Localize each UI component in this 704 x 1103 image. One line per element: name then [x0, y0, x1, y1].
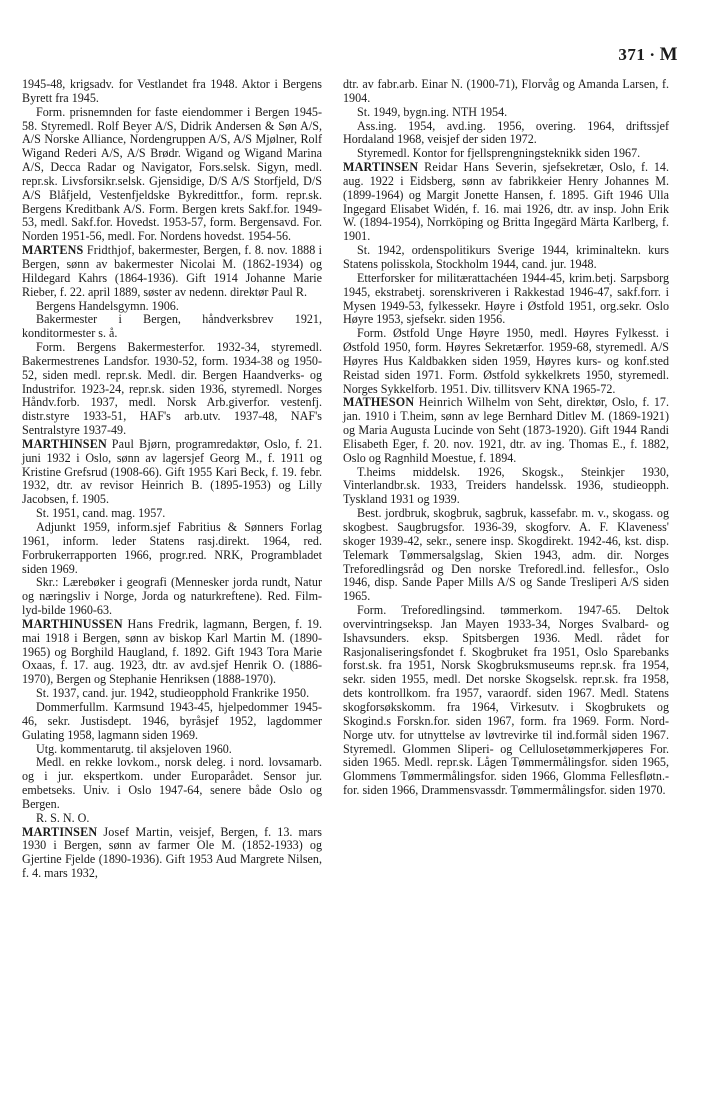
biography-paragraph	[343, 120, 669, 148]
paragraph-text: T.heims middelsk. 1926, Skogsk., Steinkjer 1930, Vinterlandbr.sk. 1933, Treiders handelssk. 1936, studieopph. Tyskland 1931 og 1939.	[343, 464, 669, 507]
paragraph-text: Styremedl. Kontor for fjellsprengningsteknikk siden 1967.	[357, 146, 641, 161]
paragraph-text: R. S. N. O.	[36, 810, 90, 825]
page-header	[618, 44, 678, 66]
entry-given-names: Josef Martin,	[103, 824, 173, 839]
paragraph-text: St. 1942, ordenspolitikurs Sverige 1944, kriminaltekn. kurs Statens polisskola, Stockholm 1944, cand. jur. 1948.	[343, 243, 669, 271]
paragraph-text: dtr. av fabr.arb. Einar N. (1900-71), Florvåg og Amanda Larsen, f. 1904.	[343, 77, 669, 105]
paragraph-text: 1945-48, krigsadv. for Vestlandet fra 1948. Aktor i Bergens Byrett fra 1945.	[22, 77, 322, 105]
entry-given-names: Fridthjof,	[86, 243, 135, 258]
left-column	[22, 78, 322, 881]
paragraph-text: Skr.: Lærebøker i geografi (Mennesker jorda rundt, Natur og næringsliv i Norge, Jorda og naturkreftene). Red. Film-lyd-bilde 1960-63.	[22, 575, 322, 618]
paragraph-text: Dommerfullm. Karmsund 1943-45, hjelpedommer 1945-46, sekr. Justisdept. 1946, byråsjef 1952, lagdommer Gulating 1958, lagmann siden 1969.	[22, 699, 322, 742]
paragraph-text: Best. jordbruk, skogbruk, sagbruk, kassefabr. m. v., skogass. og skogbest. Saugbrugsfor. 1936-39, skogforv. A. F. Klaveness' skoger 1939-42, sekr., senere insp. Skogdirekt. 1942-46, kst. disp. Telemark Tømmersalgslag, Skien 1943, adm. dir. Norges Treforedlingsråd og Den norske Treforedl.ind. fellesfor., Oslo 1946, disp. Sande Paper Mills A/S og Sande Tresliperi A/S siden 1965.	[343, 506, 669, 604]
biography-paragraph	[22, 576, 322, 618]
header-separator: ·	[649, 45, 656, 64]
biography-paragraph	[22, 78, 322, 106]
paragraph-text: sjefsekretær, Oslo, f. 14. aug. 1922 i Eidsberg, sønn av fabrikkeier Henry Johannes M. (1899-1964) og Margit Jonette Hansen, f. 1895. Gift 1946 Ulla Ingegard Elisabet Widén, f. 16. mai 1926, dtr. av insp. John Erik W. (1894-1954), Norrköping og Britta Ingegärd Märta Karlberg, f. 1901.	[343, 160, 669, 244]
biography-paragraph	[22, 756, 322, 811]
entry-surname: MARTINSEN	[343, 160, 419, 175]
paragraph-text: Bakermester i Bergen, håndverksbrev 1921, konditormester s. å.	[22, 312, 322, 341]
paragraph-text: Utg. kommentarutg. til aksjeloven 1960.	[36, 741, 232, 756]
biography-paragraph	[22, 300, 322, 314]
biography-paragraph	[22, 341, 322, 438]
biography-paragraph	[22, 521, 322, 576]
biography-entry	[343, 161, 669, 244]
paragraph-text: Form. Treforedlingsind. tømmerkom. 1947-65. Deltok overvintringseksp. Jan Mayen 1933-34, Norges Svalbard- og Ishavsunders. eksp. Spitsbergen 1936. Medl. rådet for Rasjonaliseringsfondet f. Skogbruket fra 1951, Oslo Sparebanks forst.sk. fra 1951, Norsk Skogbruksmuseums repr.sk. fra 1954, sekr. siden 1955, medl. Det norske Skogselsk. repr.sk. fra 1958, dets kontrollkom. fra 1957, varaordf. siden 1967. Medl. Statens skogforsøkskomm. fra 1964, Virkesutv. i Skogbrukets og Skogind.s Forskn.for. siden 1967, form. fra 1969. Form. Nord-Norge utv. for utnyttelse av løvtrevirke til ind.formål siden 1967. Styremedl. Glommen Sliperi- og Cellulosetømmerkjøperes For. siden 1965. Medl. repr.sk. Lågen Tømmermålingsfor. siden 1965, Glommens Tømmermålingsfor. siden 1966, Glomma Fellesfløtn.-for. siden 1966, Drammensvassdr. Tømmermålingsfor. siden 1970.	[343, 603, 669, 798]
entry-surname: MATHESON	[343, 395, 415, 410]
paragraph-text: Bergens Handelsgymn. 1906.	[36, 298, 179, 313]
section-letter: M	[659, 44, 678, 65]
paragraph-text: veisjef, Bergen, f. 13. mars 1930 i Bergen, sønn av farmer Ole M. (1852-1933) og Gjertine Fjelde (1890-1936). Gift 1953 Aud Margrete Nilsen, f. 4. mars 1932,	[22, 824, 322, 881]
paragraph-text: Form. Østfold Unge Høyre 1950, medl. Høyres Fylkesst. i Østfold 1950, form. Høyres Sekretærfor. 1959-68, styremedl. A/S Høyres Hus Kaldbakken siden 1959, Høyres kurs- og konf.sted Reistad siden 1971. Form. Østfold sykkelkrets 1950, styremedl. Norges Sykkelforb. 1951. Div. tillitsverv KNA 1965-72.	[343, 326, 669, 396]
paragraph-text: St. 1951, cand. mag. 1957.	[36, 506, 166, 521]
entry-given-names: Reidar Hans Severin,	[424, 160, 537, 175]
biography-paragraph	[343, 466, 669, 508]
biography-paragraph	[22, 743, 322, 757]
biography-paragraph	[22, 687, 322, 701]
entry-surname: MARTHINUSSEN	[22, 616, 123, 631]
paragraph-text: von Seht, direktør, Oslo, f. 17. jan. 1910 i T.heim, sønn av lege Bernhard Ditlev M. (1869-1921) og Maria Augusta Lucinde von Seht (1873-1920). Gift 1944 Randi Elisabeth Eger, f. 20. nov. 1921, dtr. av ing. Thomas E., f. 1882, Oslo og Ragnhild Moestue, f. 1894.	[343, 395, 669, 465]
entry-surname: MARTINSEN	[22, 824, 98, 839]
paragraph-text: Form. prisnemnden for faste eiendommer i Bergen 1945-58. Styremedl. Rolf Beyer A/S, Didrik Andersen & Søn A/S, A/S Norske Alliance, Nordengruppen A/S, A/S Mjølner, Rolf Wigand Rederi A/S, A/S Brødr. Wigand og Wigand Marina A/S, Decca Radar og Navigator, Fors.selsk. Sigyn, medl. repr.sk. Livsforsikr.selsk. Gjensidige, D/S A/S Storfjeld, D/S A/S Blåfjeld, Vestenfjeldske Bykredittfor., form. repr.sk. Bergens Kreditbank A/S. Form. Bergen krets Sakf.for. 1949-53, medl. Sakf.for. Hovedst. 1953-57, form. Bergensavd. For. Norden 1951-56, medl. For. Nordens hovedst. 1954-56.	[22, 104, 322, 244]
paragraph-text: St. 1949, bygn.ing. NTH 1954.	[357, 104, 508, 119]
paragraph-text: programredaktør, Oslo, f. 21. juni 1932 i Oslo, sønn av lagersjef Georg M., f. 1911 og Kristine Grefsrud (1908-66). Gift 1955 Kari Beck, f. 19. febr. 1932, dtr. av revisor Heinrich B. (1895-1953) og Lilly Jacobsen, f. 1905.	[22, 436, 322, 507]
biography-paragraph	[22, 507, 322, 521]
paragraph-text: St. 1937, cand. jur. 1942, studieopphold Frankrike 1950.	[36, 686, 310, 701]
paragraph-text: Medl. en rekke lovkom., norsk deleg. i nord. lovsamarb. og i jur. ekspertkom. under Europarådet. Sensor jur. embetseks. Univ. i Oslo 1947-64, senere både Oslo og Bergen.	[22, 755, 322, 811]
biography-paragraph	[343, 78, 669, 106]
entry-surname: MARTENS	[22, 243, 84, 258]
paragraph-text: Ass.ing. 1954, avd.ing. 1956, overing. 1964, driftssjef Hordaland 1968, veisjef der siden 1972.	[343, 118, 669, 147]
biography-paragraph	[343, 272, 669, 327]
biography-paragraph	[22, 701, 322, 743]
biography-paragraph	[343, 244, 669, 272]
biography-entry	[22, 244, 322, 299]
biography-paragraph	[343, 106, 669, 120]
biography-entry	[343, 396, 669, 465]
page-number: 371	[618, 45, 646, 64]
biography-entry	[22, 618, 322, 687]
biography-paragraph	[343, 147, 669, 161]
paragraph-text: Etterforsker for militærattachéen 1944-45, krim.betj. Sarpsborg 1945, ekstrabetj. sorenskriveren i Rakkestad 1946-47, sakf.forr. i Mysen 1949-53, fylkessekr. Høyre i Østfold 1951, org.sekr. Oslo Høyre 1953, sjefsekr. siden 1956.	[343, 270, 669, 327]
right-column	[343, 78, 669, 798]
paragraph-text: Form. Bergens Bakermesterfor. 1932-34, styremedl. Bakermestrenes Landsfor. 1930-52, form. 1934-38 og 1950-52, siden medl. repr.sk. Medl. dir. Bergen Haandverks- og Industrifor. 1923-24, repr.sk. siden 1936, styremedl. Norges Håndv.forb. 1937, medl. Norsk Arb.giverfor. vestenfj. distr.styre 1933-51, HAF's arb.utv. 1937-48, NAF's Sentralstyre 1937-49.	[22, 340, 322, 438]
biography-paragraph	[343, 327, 669, 396]
biography-paragraph	[22, 812, 322, 826]
biography-paragraph	[22, 106, 322, 244]
entry-given-names: Hans Fredrik,	[127, 616, 199, 631]
entry-surname: MARTHINSEN	[22, 436, 107, 451]
paragraph-text: bakermester, Bergen, f. 8. nov. 1888 i Bergen, sønn av bakermester Nicolai M. (1862-1934) og Hildegard Kahrs (1864-1936). Gift 1914 Johanne Marie Rieber, f. 22. april 1889, søster av nedenn. direktør Paul R.	[22, 243, 322, 299]
paragraph-text: lagmann, Bergen, f. 19. mai 1918 i Bergen, sønn av biskop Karl Martin M. (1890-1965) og Borghild Haugland, f. 1892. Gift 1943 Tora Marie Oxaas, f. 17. aug. 1923, dtr. av avd.sjef Henrik O. (1886-1970), Bergen og Stephanie Henriksen (1888-1970).	[22, 616, 322, 687]
biography-entry	[22, 826, 322, 881]
biography-paragraph	[343, 507, 669, 604]
biography-paragraph	[22, 313, 322, 341]
biography-entry	[22, 438, 322, 507]
entry-given-names: Paul Bjørn,	[111, 436, 171, 451]
paragraph-text: Adjunkt 1959, inform.sjef Fabritius & Sønners Forlag 1961, inform. leder Statens rasj.direkt. 1964, red. Forbrukerrapporten 1966, progr.red. NRK, Programbladet siden 1969.	[22, 520, 322, 576]
biography-paragraph	[343, 604, 669, 798]
entry-given-names: Heinrich Wilhelm	[418, 395, 511, 410]
